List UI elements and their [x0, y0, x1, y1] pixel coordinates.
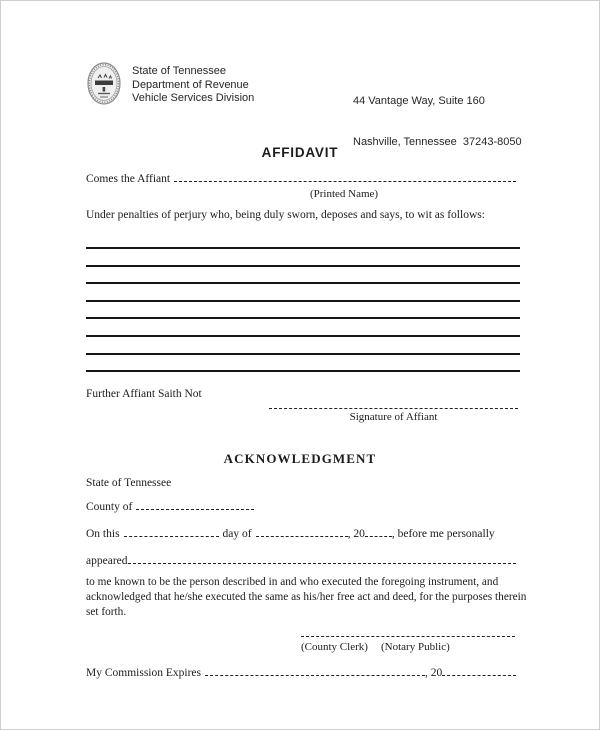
- closing-statement: Further Affiant Saith Not: [86, 388, 202, 400]
- agency-line-2: Department of Revenue: [132, 78, 249, 91]
- ack-state-line: State of Tennessee: [86, 477, 172, 489]
- commission-date-field[interactable]: [205, 675, 425, 676]
- statement-line[interactable]: [86, 265, 520, 267]
- tennessee-state-seal-icon: [87, 62, 121, 105]
- affiant-name-field[interactable]: [174, 181, 516, 182]
- affiant-row: [86, 172, 516, 186]
- statement-line[interactable]: [86, 247, 520, 249]
- appeared-row: [86, 554, 516, 568]
- address-line-2: Nashville, Tennessee 37243-8050: [353, 135, 522, 148]
- affiant-label: Comes the Affiant: [86, 173, 171, 185]
- county-clerk-caption: (County Clerk): [301, 641, 368, 653]
- commission-year-field[interactable]: [442, 675, 516, 676]
- agency-line-1: State of Tennessee: [132, 65, 226, 77]
- address-line-1: 44 Vantage Way, Suite 160: [353, 95, 485, 107]
- commission-year-prefix: , 20: [425, 667, 443, 679]
- appeared-name-field[interactable]: [128, 563, 517, 564]
- signature-caption: Signature of Affiant: [349, 411, 438, 423]
- affiant-signature-field[interactable]: [269, 401, 518, 409]
- statement-line[interactable]: [86, 353, 520, 355]
- month-field[interactable]: [256, 536, 348, 537]
- statement-line[interactable]: [86, 282, 520, 284]
- county-label: County of: [86, 501, 133, 513]
- notary-public-caption: (Notary Public): [381, 641, 450, 653]
- commission-row: [86, 666, 516, 680]
- acknowledgment-heading: ACKNOWLEDGMENT: [223, 451, 377, 466]
- agency-block: [132, 65, 254, 106]
- day-field[interactable]: [124, 536, 219, 537]
- agency-line-3: Vehicle Services Division: [132, 92, 255, 104]
- statement-line[interactable]: [86, 300, 520, 302]
- oath-sentence: Under penalties of perjury who, being duly sworn, deposes and says, to wit as follows:: [86, 209, 485, 221]
- before-label: , before me personally: [391, 528, 495, 540]
- statement-lines: [86, 247, 520, 388]
- day-of-label: day of: [222, 528, 252, 540]
- document-title: AFFIDAVIT: [261, 145, 339, 160]
- statement-line[interactable]: [86, 317, 520, 319]
- official-signature-field[interactable]: [301, 629, 515, 637]
- year-prefix: , 20: [347, 528, 365, 540]
- ack-body-paragraph: to me known to be the person described in and who executed the foregoing instrument, and acknowledged that he/she executed the same as his/her free act and deed, for the purposes therein set forth.: [86, 576, 527, 618]
- date-row: [86, 527, 516, 541]
- printed-name-caption: (Printed Name): [309, 188, 379, 200]
- year-field[interactable]: [365, 536, 392, 537]
- commission-label: My Commission Expires: [86, 667, 202, 679]
- on-this-label: On this: [86, 528, 120, 540]
- county-field[interactable]: [136, 509, 254, 510]
- county-row: [86, 500, 520, 514]
- statement-line[interactable]: [86, 335, 520, 337]
- appeared-label: appeared: [86, 555, 128, 567]
- statement-line[interactable]: [86, 370, 520, 372]
